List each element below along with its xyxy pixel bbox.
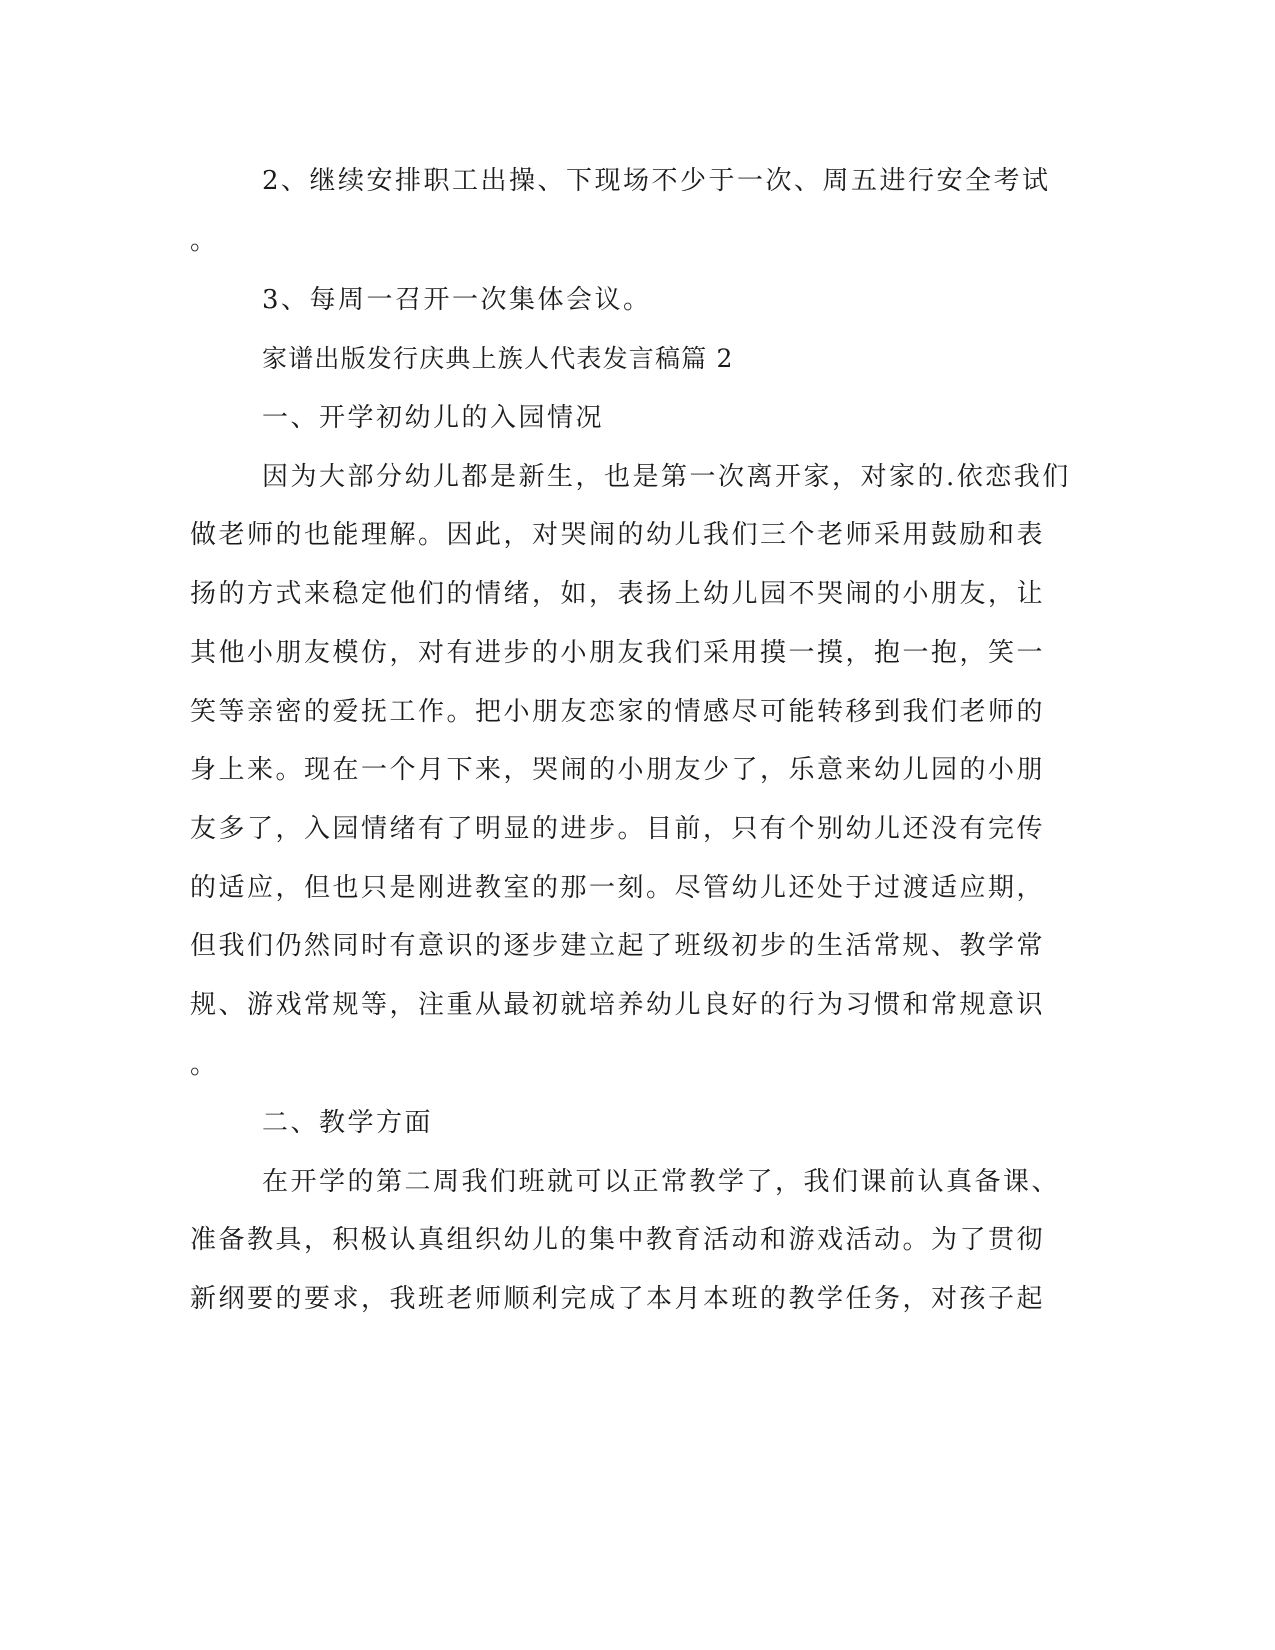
body-line: 友多了，入园情绪有了明显的进步。目前，只有个别幼儿还没有完传 (190, 814, 1046, 844)
body-line: 的适应，但也只是刚进教室的那一刻。尽管幼儿还处于过渡适应期， (190, 873, 1046, 903)
body-line: 身上来。现在一个月下来，哭闹的小朋友少了，乐意来幼儿园的小朋 (190, 755, 1046, 785)
paragraph-item-2-continuation: 。 (190, 226, 219, 256)
body-line: 做老师的也能理解。因此，对哭闹的幼儿我们三个老师采用鼓励和表 (190, 520, 1046, 550)
heading-enrollment: 一、开学初幼儿的入园情况 (262, 403, 605, 433)
heading-teaching: 二、教学方面 (262, 1108, 434, 1138)
body-line-period: 。 (190, 1050, 219, 1080)
paragraph-item-3: 3、每周一召开一次集体会议。 (262, 285, 652, 315)
body-line: 因为大部分幼儿都是新生，也是第一次离开家，对家的.依恋我们 (262, 462, 1071, 492)
body-line: 笑等亲密的爱抚工作。把小朋友恋家的情感尽可能转移到我们老师的 (190, 697, 1046, 727)
body-line: 但我们仍然同时有意识的逐步建立起了班级初步的生活常规、教学常 (190, 931, 1046, 961)
body-line: 准备教具，积极认真组织幼儿的集中教育活动和游戏活动。为了贯彻 (190, 1225, 1046, 1255)
body-line: 新纲要的要求，我班老师顺利完成了本月本班的教学任务，对孩子起 (190, 1284, 1046, 1314)
body-line: 在开学的第二周我们班就可以正常教学了，我们课前认真备课、 (262, 1167, 1061, 1197)
body-line: 其他小朋友模仿，对有进步的小朋友我们采用摸一摸，抱一抱，笑一 (190, 638, 1046, 668)
body-line: 扬的方式来稳定他们的情绪，如，表扬上幼儿园不哭闹的小朋友，让 (190, 579, 1046, 609)
section-title: 家谱出版发行庆典上族人代表发言稿篇 2 (262, 344, 734, 373)
body-line: 规、游戏常规等，注重从最初就培养幼儿良好的行为习惯和常规意识 (190, 990, 1046, 1020)
paragraph-item-2: 2、继续安排职工出操、下现场不少于一次、周五进行安全考试 (262, 166, 1051, 196)
